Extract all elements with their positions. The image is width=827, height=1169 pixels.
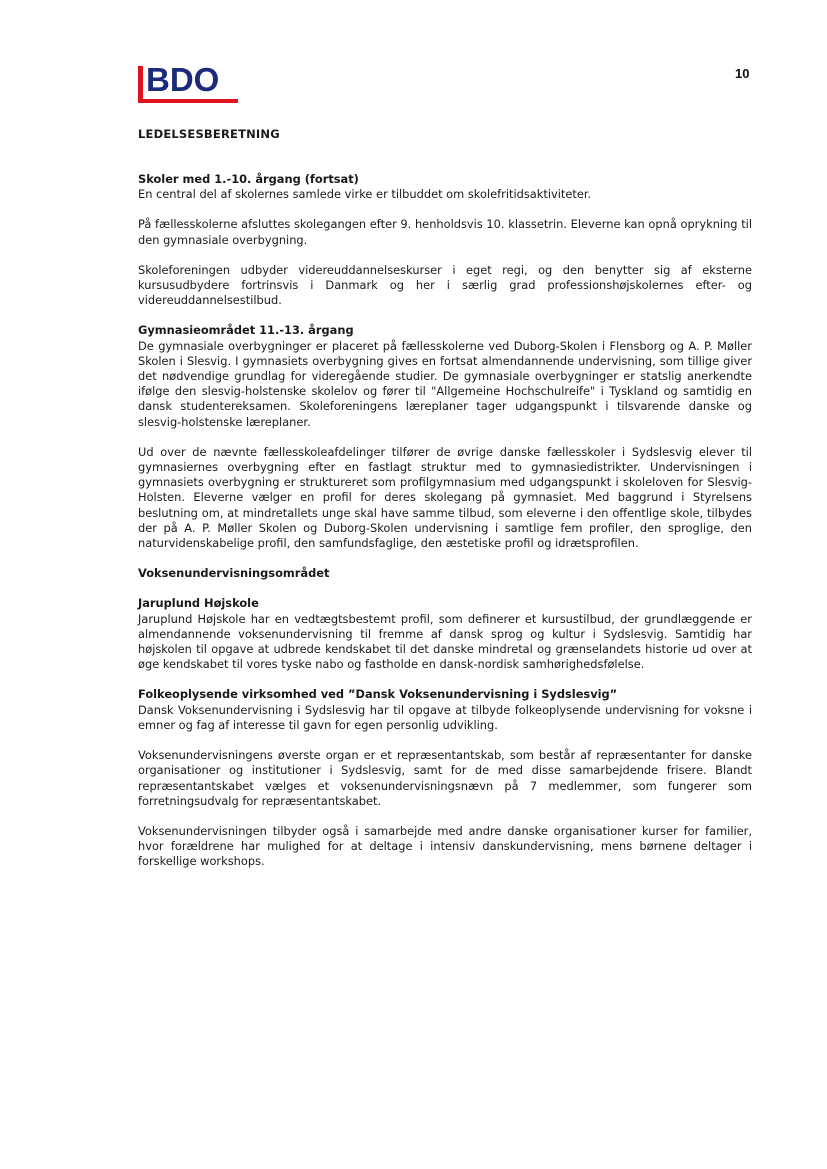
heading-skoler: Skoler med 1.-10. årgang (fortsat) — [138, 172, 359, 186]
paragraph: Skoleforeningen udbyder videreuddannelseskurser i eget regi, og den benytter sig af eksterne kursusudbydere fortrinsvis i Danmark og her i særlig grad professionshøjskolernes efter- og videreuddannelsestilbud. — [138, 262, 752, 308]
paragraph: Ud over de nævnte fællesskoleafdelinger tilfører de øvrige danske fællesskoler i Sydslesvig elever til gymnasiernes overbygning efter en fastlagt struktur med to gymnasiedistrikter. Undervisningen i gymnasiets overbygning er struktureret som profilgymnasium med udgangspunkt i skoleloven for Slesvig-Holsten. Eleverne vælger en profil for deres skolegang på gymnasiet. Med baggrund i Styrelsens beslutning om, at mindretallets unge skal have samme tilbud, som eleverne i den offentlige skole, tilbydes der på A. P. Møller Skolen og Duborg-Skolen undervisning i samtlige fem profiler, den sproglige, den naturvidenskabelige profil, den samfundsfaglige, den æstetiske profil og idrætsprofilen. — [138, 444, 752, 551]
paragraph: Dansk Voksenundervisning i Sydslesvig har til opgave at tilbyde folkeoplysende undervisning for voksne i emner og fag af interesse til gavn for egen personlig udvikling. — [138, 702, 752, 732]
paragraph: En central del af skolernes samlede virke er tilbuddet om skolefritidsaktiviteter. — [138, 187, 592, 202]
heading-voksenundervisning: Voksenundervisningsområdet — [138, 566, 330, 581]
paragraph: Voksenundervisningen tilbyder også i samarbejde med andre danske organisationer kurser for familier, hvor forældrene har mulighed for at deltage i intensiv danskundervisning, mens børnene deltager i forskellige workshops. — [138, 823, 752, 869]
logo-red-underline — [138, 99, 238, 103]
paragraph: De gymnasiale overbygninger er placeret på fællesskolerne ved Duborg-Skolen i Flensborg og A. P. Møller Skolen i Slesvig. I gymnasiets overbygning gives en fortsat almendannende undervisning, som tillige giver det nødvendige grundlag for videregående studier. De gymnasiale overbygninger er statslig anerkendte ifølge den slesvig-holstenske skolelov og fører til "Allgemeine Hochschulreife" i Tyskland og samtidig en dansk studentereksamen. Skoleforeningens læreplaner tager udgangspunkt i tilsvarende danske og slesvig-holstenske læreplaner. — [138, 338, 752, 429]
heading-jaruplund: Jaruplund Højskole — [138, 596, 259, 611]
logo-red-bar — [138, 66, 143, 102]
section-title: LEDELSESBERETNING — [138, 127, 280, 141]
paragraph: Voksenundervisningens øverste organ er et repræsentantskab, som består af repræsentanter for danske organisationer og institutioner i Sydslesvig, samt for de med disse samarbejdende frisere. Blandt repræsentantskabet vælges et voksenundervisningsnævn på 7 medlemmer, som fungerer som forretningsudvalg for repræsentantskabet. — [138, 748, 752, 808]
page-number: 10 — [735, 66, 750, 81]
paragraph: Jaruplund Højskole har en vedtægtsbestemt profil, som definerer et kursustilbud, der grundlæggende er almendannende voksenundervisning til fremme af dansk sprog og kultur i Sydslesvig. Samtidig har højskolen til opgave at udbrede kendskabet til det danske mindretal og grænselandets historie ud over at øge kendskabet til vores tyske nabo og fastholde en dansk-nordisk samhørighedsfølelse. — [138, 611, 752, 672]
heading-gymnasie: Gymnasieområdet 11.-13. årgang — [138, 323, 354, 338]
heading-folkeoplysende: Folkeoplysende virksomhed ved ”Dansk Voksenundervisning i Sydslesvig” — [138, 687, 618, 702]
bdo-logo — [138, 62, 238, 106]
document-body — [138, 172, 752, 885]
logo-text: BDO — [146, 61, 220, 98]
paragraph: På fællesskolerne afsluttes skolegangen efter 9. henholdsvis 10. klassetrin. Eleverne kan opnå oprykning til den gymnasiale overbygning. — [138, 217, 752, 247]
